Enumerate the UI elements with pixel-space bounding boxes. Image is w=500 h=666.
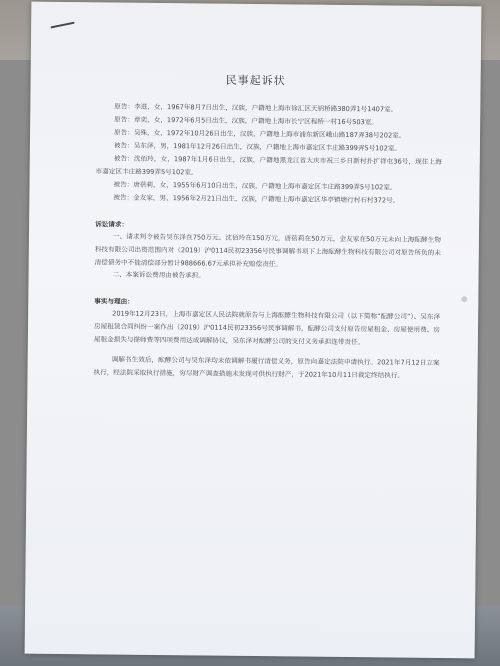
party-plaintiff-1: 原告：李进，女，1967年8月7日出生，汉族，户籍地上海市徐汇区天钥桥路380弄1号1407室。: [114, 102, 398, 114]
claims-heading: 诉讼请求：: [95, 220, 129, 229]
party-defendant-2: 被告：沈佰玲，女，1987年1月6日出生，汉族，户籍地黑龙江省大庆市祝三乡日新村扑扩祥屯36号，现住上海市嘉定区丰庄路399弄5号102室。: [95, 154, 442, 177]
facts-heading: 事实与理由：: [94, 297, 134, 306]
fact-paragraph-1: 2019年12月23日，上海市嘉定区人民法院就原告与上海酝酵生物科技有限公司（以下简称“酝酵公司”）、吴东泽房屋租赁合同纠纷一案作出（2019）沪0114民初23356号民事调解书，酝酵公司支付原告房屋租金、房屋使用费、房屋租金损失与搽师费等四项费用达成调解协议，吴东泽对酝酵公司的支付义务承担连带责任。: [93, 309, 441, 346]
pen-mark: [51, 22, 76, 35]
document-title: 民事起诉状: [225, 73, 286, 88]
party-defendant-3: 被告：唐蓓莉，女，1955年6月10日出生，汉族，户籍地上海市嘉定区丰庄路399弄5号102室。: [113, 180, 397, 192]
party-defendant-4: 被告：金友家，男，1956年2月21日出生，汉族，户籍地上海市嘉定区华亭镇塘行村石村372号。: [113, 193, 400, 205]
document-body: [93, 100, 442, 382]
party-plaintiff-2: 原告：章奕，女，1972年6月5日出生，汉族，户籍地上海市长宁区程桥一村16号503室。: [114, 115, 378, 127]
claim-1: 一、请求判令被告吴东泽在750万元、沈佰玲在150万元，唐蓓莉在50万元，金友家在50万元未向上海酝酵生物科技有限公司出资范围内对（2019）沪0114民初23356号民事调解书项下上海酝酵生物科技有限公司对原告所负的未清偿债务中不能清偿部分暂计988666.67元承担补充赔偿责任。: [94, 232, 441, 268]
document-page: [25, 2, 482, 659]
claim-2: 二、本案诉讼费用由被告承担。: [112, 270, 205, 280]
staple-hole: [461, 296, 467, 302]
party-defendant-1: 被告：吴东泽，男，1981年12月26日出生，汉族，户籍地上海市嘉定区丰庄路399弄5号102室。: [113, 141, 402, 153]
party-plaintiff-3: 原告：吴殊，女，1972年10月26日出生，汉族，户籍地上海市浦东新区峨山路187弄38号202室。: [114, 128, 406, 140]
fact-paragraph-2: 调解书生效后，酝酵公司与吴东泽均未依调解书履行清偿义务，原告向嘉定法院申请执行。2021年7月12日立案执行，经法院采取执行措施，穷尽财产调查措施未发现可供执行财产，于2021年10月11日裁定终结执行。: [93, 355, 440, 380]
